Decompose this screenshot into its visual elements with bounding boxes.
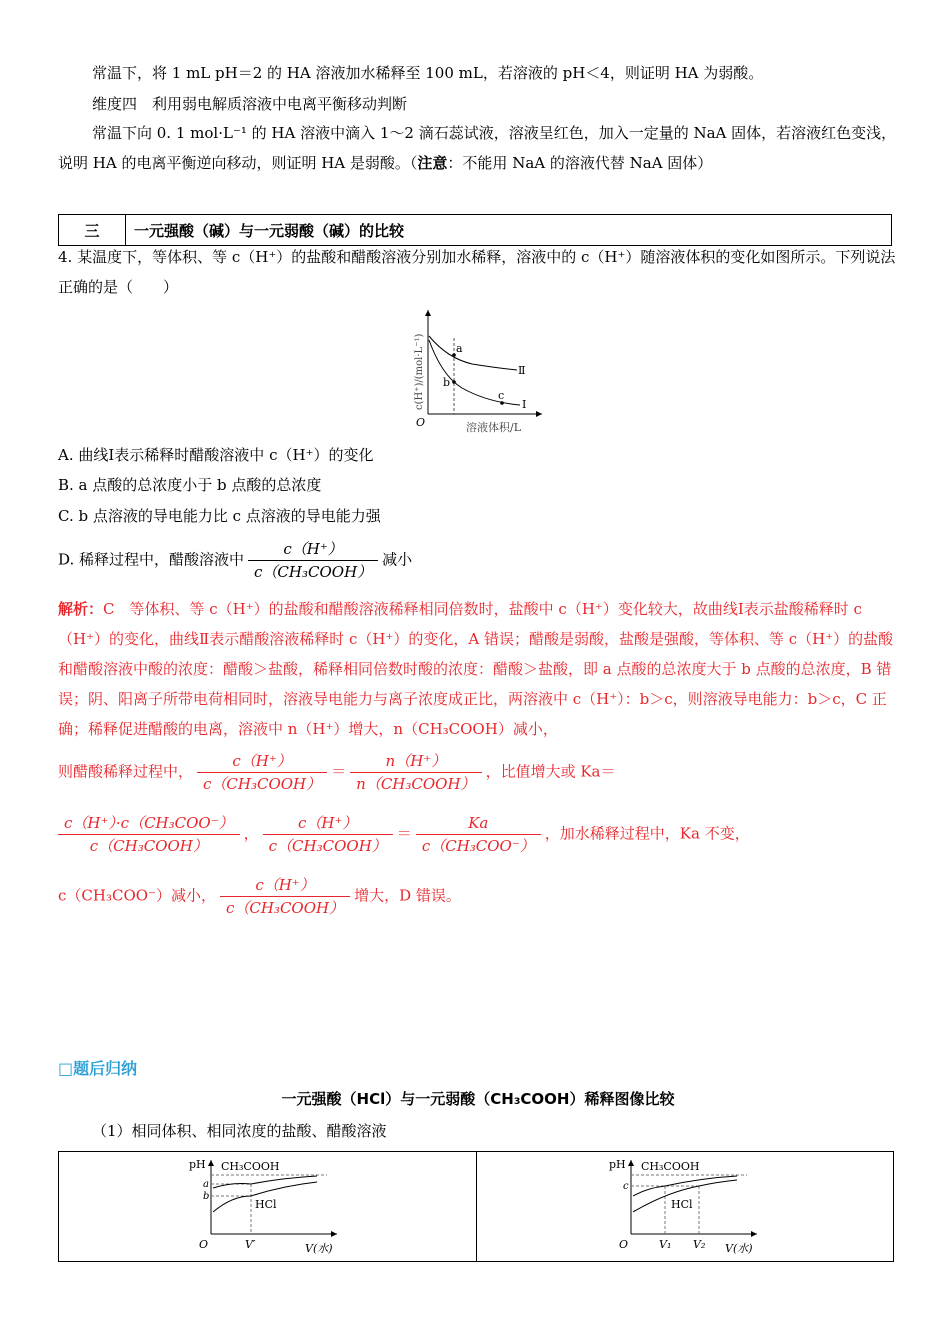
y-axis-arrow xyxy=(425,310,431,316)
label-a: a xyxy=(203,1179,209,1190)
label-hcl: HCl xyxy=(671,1198,693,1211)
option-d-fraction xyxy=(248,538,378,583)
label-b: b xyxy=(203,1191,210,1202)
analysis-label: 解析： xyxy=(58,600,104,618)
y-axis-label: pH xyxy=(609,1158,626,1171)
option-d-suffix: 减小 xyxy=(382,550,413,569)
option-d xyxy=(58,538,898,583)
label-c: c xyxy=(498,389,505,402)
formula-4 xyxy=(263,812,393,857)
conclusion-suffix: 增大，D 错误。 xyxy=(354,886,461,905)
ratio-suffix: ，比值增大或 Ka＝ xyxy=(485,762,616,781)
x-axis-label: V(水) xyxy=(305,1242,333,1255)
intro-paragraph xyxy=(58,118,898,178)
label-curve-i: Ⅰ xyxy=(522,398,527,411)
section-title: 一元强酸（碱）与一元弱酸（碱）的比较 xyxy=(126,215,892,246)
origin-label: O xyxy=(199,1238,209,1251)
label-hcl: HCl xyxy=(255,1198,277,1211)
question-stem: 4. 某温度下，等体积、等 c（H⁺）的盐酸和醋酸溶液分别加水稀释，溶液中的 c（H⁺）随溶液体积的变化如图所示。下列说法正确的是（ ） xyxy=(58,248,896,296)
label-v1: V₁ xyxy=(659,1238,672,1251)
label-ch3cooh: CH₃COOH xyxy=(641,1160,700,1173)
formula-2 xyxy=(350,750,481,795)
label-ch3cooh: CH₃COOH xyxy=(221,1160,280,1173)
curve-ch3cooh xyxy=(213,1176,317,1188)
label-a: a xyxy=(456,342,463,355)
graph-1 xyxy=(187,1154,357,1258)
note-text: ：不能用 NaA 的溶液代替 NaA 固体） xyxy=(447,154,713,172)
fraction-numerator: c（H⁺） xyxy=(197,750,327,773)
note-label: 注意 xyxy=(417,154,448,172)
intro-line-1: 常温下，将 1 mL pH＝2 的 HA 溶液加水稀释至 100 mL，若溶液的 pH＜4，则证明 HA 为弱酸。 xyxy=(92,64,764,82)
summary-title: 一元强酸（HCl）与一元弱酸（CH₃COOH）稀释图像比较 xyxy=(281,1090,675,1108)
formula-3 xyxy=(58,812,240,857)
summary-subtitle: （1）相同体积、相同浓度的盐酸、醋酸溶液 xyxy=(92,1122,387,1140)
x-axis-label: 溶液体积/L xyxy=(466,421,522,434)
summary-heading: □题后归纳 xyxy=(58,1059,138,1078)
fraction-denominator: c（CH₃COOH） xyxy=(203,775,322,793)
ka-suffix: ，加水稀释过程中，Ka 不变， xyxy=(544,824,750,843)
x-axis-arrow xyxy=(331,1231,337,1237)
y-axis-arrow xyxy=(208,1160,214,1166)
fraction-denominator: c（CH₃COOH） xyxy=(254,563,373,581)
section-number: 三 xyxy=(59,215,126,246)
y-axis-label: pH xyxy=(189,1158,206,1171)
formula-5 xyxy=(416,812,541,857)
fraction-numerator: n（H⁺） xyxy=(350,750,481,773)
equals-sign: ＝ xyxy=(396,824,412,843)
comma: ， xyxy=(243,824,259,843)
option-b: B. a 点酸的总浓度小于 b 点酸的总浓度 xyxy=(58,476,322,494)
fraction-denominator: c（CH₃COOH） xyxy=(225,899,345,917)
fraction-denominator: n（CH₃COOH） xyxy=(356,775,476,793)
fraction-numerator: c（H⁺） xyxy=(220,874,350,897)
intro-paragraph-text: 常温下向 0. 1 mol·L⁻¹ 的 HA 溶液中滴入 1～2 滴石蕊试液，溶液呈红色，加入一定量的 NaA 固体，若溶液红色变浅，说明 HA 的电离平衡逆向移动，则证明 HA 是弱酸。（ xyxy=(58,124,897,172)
analysis-line-ratio xyxy=(58,750,898,795)
fraction-denominator: c（CH₃COO⁻） xyxy=(421,837,535,855)
equals-sign: ＝ xyxy=(331,762,347,781)
fraction-numerator: c（H⁺） xyxy=(263,812,393,835)
box-divider xyxy=(476,1152,477,1261)
question-graph xyxy=(392,302,552,436)
curve-ii xyxy=(429,336,517,370)
fraction-numerator: c（H⁺） xyxy=(248,538,378,561)
label-curve-ii: Ⅱ xyxy=(518,364,526,377)
x-axis-arrow xyxy=(536,411,542,417)
analysis-body xyxy=(58,594,898,744)
origin-label: O xyxy=(619,1238,629,1251)
option-d-prefix: D. 稀释过程中，醋酸溶液中 xyxy=(58,550,245,569)
label-c: c xyxy=(623,1181,629,1192)
x-axis-arrow xyxy=(751,1231,757,1237)
option-c: C. b 点溶液的导电能力比 c 点溶液的导电能力强 xyxy=(58,507,381,525)
x-axis-label: V(水) xyxy=(725,1242,753,1255)
y-axis-label: c(H⁺)/(mol·L⁻¹) xyxy=(414,333,425,410)
analysis-line-conclusion xyxy=(58,874,898,919)
formula-1 xyxy=(197,750,327,795)
fraction-denominator: c（CH₃COOH） xyxy=(89,837,208,855)
fraction-denominator: c（CH₃COOH） xyxy=(268,837,387,855)
analysis-line-ka xyxy=(58,812,898,857)
analysis-text: C 等体积、等 c（H⁺）的盐酸和醋酸溶液稀释相同倍数时，盐酸中 c（H⁺）变化较大，故曲线Ⅰ表示盐酸稀释时 c（H⁺）的变化，曲线Ⅱ表示醋酸溶液稀释时 c（H⁺）的变化，A 错误；醋酸是弱酸，盐酸是强酸，等体积、等 c（H⁺）的盐酸和醋酸溶液中酸的浓度：醋酸＞盐酸，稀释相同倍数时酸的浓度：醋酸＞盐酸，即 a 点酸的总浓度大于 b 点酸的总浓度，B 错误；阴、阳离子所带电荷相同时，溶液导电能力与离子浓度成正比，两溶液中 c（H⁺）：b＞c，则溶液导电能力：b＞c，C 正确；稀释促进醋酸的电离，溶液中 n（H⁺）增大，n（CH₃COOH）减小， xyxy=(58,600,894,738)
comparison-box xyxy=(58,1151,894,1262)
graph-2 xyxy=(607,1154,777,1258)
formula-6 xyxy=(220,874,350,919)
y-axis-arrow xyxy=(628,1160,634,1166)
label-v2: V₂ xyxy=(693,1238,706,1251)
label-v-prime: V′ xyxy=(245,1238,256,1251)
option-a: A. 曲线Ⅰ表示稀释时醋酸溶液中 c（H⁺）的变化 xyxy=(58,446,374,464)
label-b: b xyxy=(443,376,451,389)
fraction-numerator: Ka xyxy=(416,812,541,835)
conclusion-prefix: c（CH₃COO⁻）减小， xyxy=(58,886,216,905)
ratio-prefix: 则醋酸稀释过程中， xyxy=(58,762,194,781)
fraction-numerator: c（H⁺）·c（CH₃COO⁻） xyxy=(58,812,240,835)
point-b xyxy=(452,380,456,384)
dimension-4-title: 维度四 利用弱电解质溶液中电离平衡移动判断 xyxy=(92,95,408,113)
origin-label: O xyxy=(416,416,426,429)
